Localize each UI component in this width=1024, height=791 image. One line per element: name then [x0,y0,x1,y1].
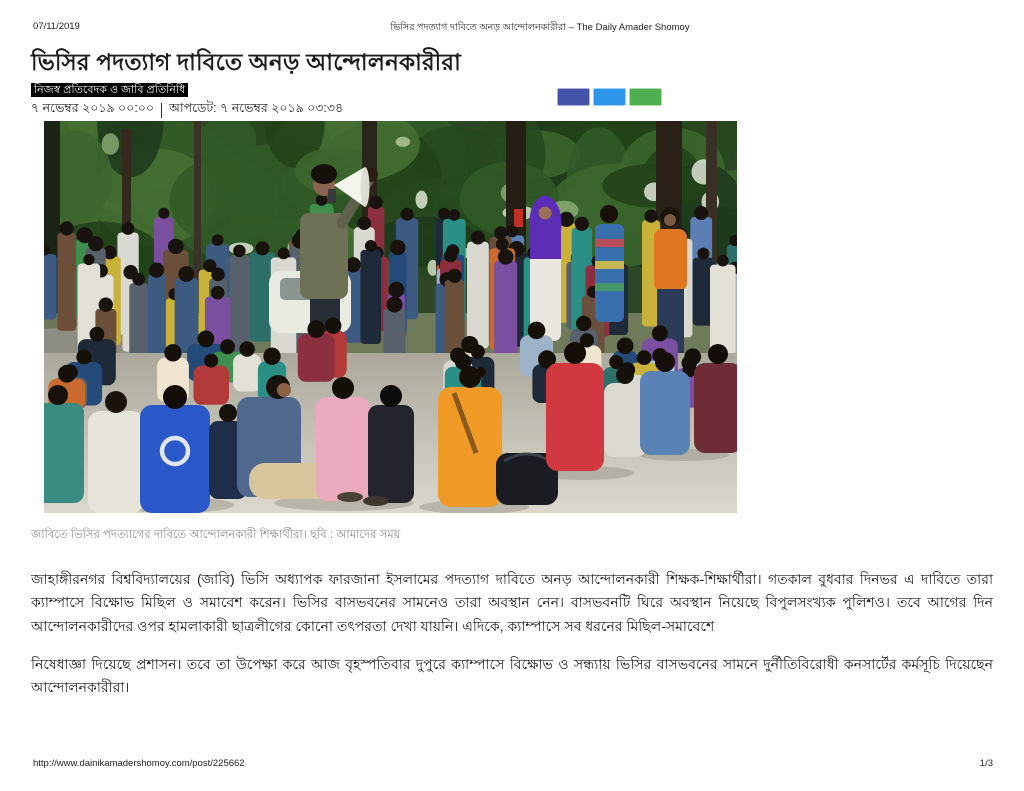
byline-badge: নিজস্ব প্রতিবেদক ও জাবি প্রতিনিধি [31,83,188,97]
published-time: ৭ নভেম্বর ২০১৯ ০০:০০ [31,101,155,115]
article-paragraph-1: জাহাঙ্গীরনগর বিশ্ববিদ্যালয়ের (জাবি) ভিসি অধ্যাপক ফারজানা ইসলামের পদত্যাগ দাবিতে অনড় আন্দোলনকারী শিক্ষক-শিক্ষার্থীরা। গতকাল বুধবার দিনভর এ দাবিতে তারা ক্যাম্পাসে বিক্ষোভ মিছিল ও সমাবেশ করেন। ভিসির বাসভবনের সামনেও তারা অবস্থান নেন। বাসভবনটি ঘিরে অবস্থান নিয়েছে বিপুলসংখ্যক পুলিশও। তবে আগের দিন আন্দোলনকারীদের ওপর হামলাকারী ছাত্রলীগের কোনো তৎপরতা দেখা যায়নি। এদিকে, ক্যাম্পাসে সব ধরনের মিছিল-সমাবেশে [31,571,993,634]
print-header-title: ভিসির পদত্যাগ দাবিতে অনড় আন্দোলনকারীরা – The Daily Amader Shomoy [390,22,690,33]
dateline [31,100,343,120]
photo-caption: জাবিতে ভিসির পদত্যাগের দাবিতে আন্দোলনকারী শিক্ষার্থীরা। ছবি : আমাদের সময় [31,529,401,541]
article-headline: ভিসির পদত্যাগ দাবিতে অনড় আন্দোলনকারীরা [31,49,461,75]
article-photo [44,121,737,513]
dateline-divider [161,103,162,118]
hijab-person [530,195,562,341]
twitter-share-button[interactable] [593,88,626,106]
red-sign [514,209,523,227]
page-number: 1/3 [979,758,993,769]
print-header-date: 07/11/2019 [33,21,80,32]
share-button-row [557,88,665,106]
facebook-share-button[interactable] [557,88,590,106]
article-paragraph-2: নিষেধাজ্ঞা দিয়েছে প্রশাসন। তবে তা উপেক্ষা করে আজ বৃহস্পতিবার দুপুরে ক্যাম্পাসে বিক্ষোভ ও সন্ধ্যায় ভিসির বাসভবনের সামনে দুর্নীতিবিরোধী কনসার্টের কর্মসূচি দিয়েছেন আন্দোলনকারীরা। [31,656,993,696]
whatsapp-share-button[interactable] [629,88,662,106]
updated-time: আপডেট: ৭ নভেম্বর ২০১৯ ০৩:৩৪ [169,101,344,115]
protest-photo-illustration [44,121,737,513]
source-url: http://www.dainikamadershomoy.com/post/225662 [33,758,245,769]
sandals [337,492,363,502]
